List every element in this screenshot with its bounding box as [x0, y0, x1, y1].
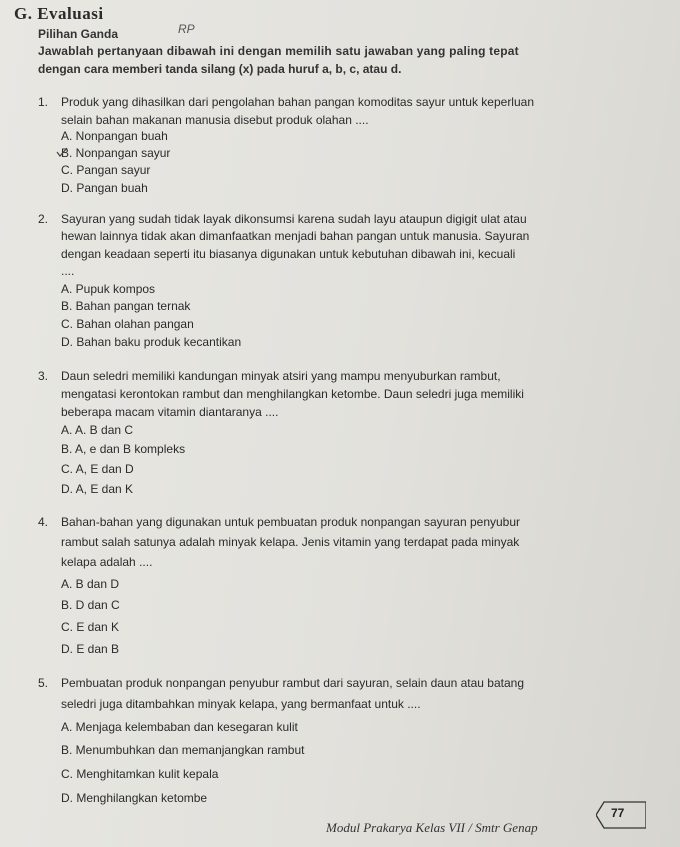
question-number: 1.: [38, 95, 49, 109]
question-text: selain bahan makanan manusia disebut produk olahan ....: [61, 113, 369, 127]
question-number: 2.: [38, 212, 49, 226]
answer-option[interactable]: C. Pangan sayur: [61, 163, 151, 177]
instruction-line: dengan cara memberi tanda silang (x) pada huruf a, b, c, atau d.: [38, 62, 402, 76]
answer-option[interactable]: B. D dan C: [61, 598, 120, 612]
answer-option[interactable]: B. A, e dan B kompleks: [61, 442, 186, 456]
section-title: G. Evaluasi: [14, 4, 104, 23]
question-text: Daun seledri memiliki kandungan minyak atsiri yang mampu menyuburkan rambut,: [61, 369, 501, 383]
pencil-check-icon: [56, 147, 68, 157]
question-text: hewan lainnya tidak akan dimanfaatkan menjadi bahan pangan untuk manusia. Sayuran: [61, 229, 530, 243]
question-text: Pembuatan produk nonpangan penyubur rambut dari sayuran, selain daun atau batang: [61, 676, 525, 690]
question-number: 3.: [38, 369, 49, 383]
answer-option[interactable]: A. A. B dan C: [61, 423, 134, 437]
question-text: beberapa macam vitamin diantaranya ....: [61, 405, 279, 419]
answer-option[interactable]: C. Bahan olahan pangan: [61, 317, 194, 331]
answer-option[interactable]: D. E dan B: [61, 642, 120, 656]
question-text: ....: [61, 264, 75, 278]
answer-option[interactable]: A. Nonpangan buah: [61, 129, 168, 143]
answer-option[interactable]: D. A, E dan K: [61, 482, 134, 496]
answer-option[interactable]: D. Menghilangkan ketombe: [61, 791, 208, 805]
question-text: rambut salah satunya adalah minyak kelapa. Jenis vitamin yang terdapat pada minyak: [61, 535, 520, 549]
page-number: 77: [611, 806, 625, 820]
answer-option[interactable]: B. Nonpangan sayur: [61, 146, 171, 160]
answer-option[interactable]: B. Bahan pangan ternak: [61, 299, 191, 313]
answer-option[interactable]: C. A, E dan D: [61, 462, 134, 476]
question-text: mengatasi kerontokan rambut dan menghilangkan ketombe. Daun seledri juga memiliki: [61, 387, 524, 401]
instruction-line: Jawablah pertanyaan dibawah ini dengan memilih satu jawaban yang paling tepat: [38, 44, 519, 58]
answer-option[interactable]: D. Bahan baku produk kecantikan: [61, 335, 242, 349]
question-number: 5.: [38, 676, 49, 690]
section-subtitle: Pilihan Ganda: [38, 27, 119, 41]
answer-option[interactable]: A. Menjaga kelembaban dan kesegaran kulit: [61, 720, 298, 734]
footer-text: Modul Prakarya Kelas VII / Smtr Genap: [326, 820, 538, 835]
answer-option[interactable]: A. Pupuk kompos: [61, 282, 156, 296]
answer-option[interactable]: C. E dan K: [61, 620, 120, 634]
answer-option[interactable]: A. B dan D: [61, 577, 120, 591]
answer-option[interactable]: C. Menghitamkan kulit kepala: [61, 767, 219, 781]
handwritten-mark: RP: [178, 22, 195, 36]
question-text: seledri juga ditambahkan minyak kelapa, yang bermanfaat untuk ....: [61, 697, 421, 711]
question-text: Produk yang dihasilkan dari pengolahan bahan pangan komoditas sayur untuk keperluan: [61, 95, 534, 109]
answer-option[interactable]: D. Pangan buah: [61, 181, 148, 195]
question-text: dengan keadaan seperti itu biasanya digunakan untuk kebutuhan dibawah ini, kecuali: [61, 247, 516, 261]
answer-option[interactable]: B. Menumbuhkan dan memanjangkan rambut: [61, 743, 305, 757]
question-text: kelapa adalah ....: [61, 555, 153, 569]
question-text: Sayuran yang sudah tidak layak dikonsumsi karena sudah layu ataupun digigit ulat atau: [61, 212, 527, 226]
question-text: Bahan-bahan yang digunakan untuk pembuatan produk nonpangan sayuran penyubur: [61, 515, 521, 529]
question-number: 4.: [38, 515, 49, 529]
